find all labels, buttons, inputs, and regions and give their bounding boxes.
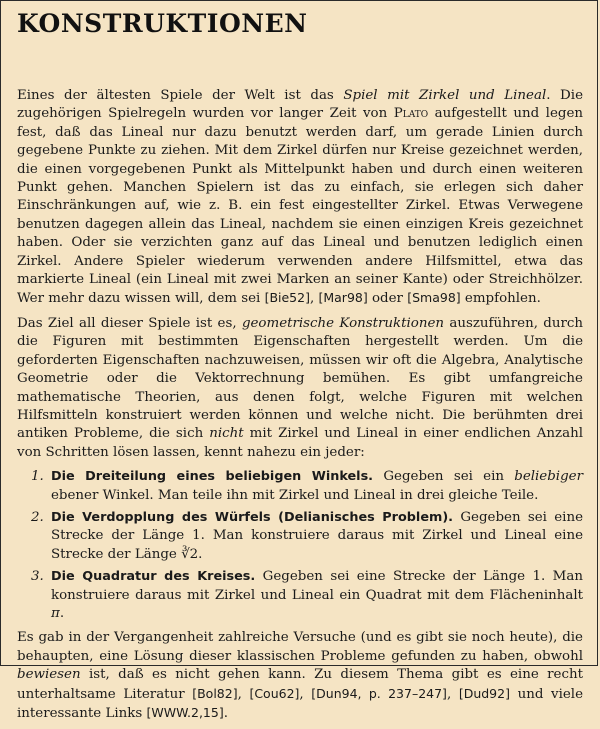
item-number: 2. xyxy=(31,509,44,525)
text: mit Zirkel und Lineal in einer endlichen Anzahl von Schritten lösen lassen, kennt nahezu ein jeder: xyxy=(17,426,583,460)
citation: [Bol82] xyxy=(192,685,238,701)
text: , xyxy=(446,686,459,702)
text: Gegeben sei eine Strecke der Länge 1. Man konstruiere daraus mit Zirkel und Lineal eine Strecke der Länge xyxy=(51,509,584,562)
text: . xyxy=(198,546,203,562)
text: Das Ziel all dieser Spiele ist es, xyxy=(17,315,242,331)
text: , xyxy=(299,686,312,702)
item-number: 3. xyxy=(31,569,44,585)
problem-list xyxy=(17,468,583,623)
citation: [Cou62] xyxy=(249,685,300,701)
paragraph-goal xyxy=(17,315,583,462)
main-text xyxy=(17,87,583,729)
list-item xyxy=(31,568,583,623)
list-item xyxy=(31,468,583,505)
text: oder xyxy=(367,291,408,307)
paragraph-literature xyxy=(17,629,583,723)
text: . xyxy=(223,706,228,721)
emphasis: Spiel mit Zirkel und Lineal xyxy=(343,88,547,103)
text: . xyxy=(59,605,65,621)
emphasis: beliebiger xyxy=(514,469,583,485)
text: Eines der ältesten Spiele der Welt ist das xyxy=(17,88,344,103)
citation: [Dud92] xyxy=(458,685,510,701)
problem-heading: Die Dreiteilung eines beliebigen Winkels. xyxy=(51,469,374,485)
problem-heading: Die Quadratur des Kreises. xyxy=(51,569,256,585)
text: , xyxy=(237,686,250,702)
problem-heading: Die Verdopplung des Würfels (Delianisches Problem). xyxy=(51,509,454,525)
text: empfohlen. xyxy=(460,291,541,307)
citation: [Dun94, p. 237–247] xyxy=(311,685,447,701)
text: Es gab in der Vergangenheit zahlreiche Versuche (und es gibt sie noch heute), die behaupten, eine Lösung dieser klassischen Probleme gefunden zu haben, obwohl xyxy=(17,630,583,664)
emphasis: geometrische Konstruktionen xyxy=(241,315,445,331)
citation: [Sma98] xyxy=(407,290,461,306)
text: . Die zugehörigen Spielregeln wurden vor langer Zeit von xyxy=(17,88,583,122)
text: , xyxy=(309,291,319,307)
emphasis: bewiesen xyxy=(17,667,81,683)
math-expression: π xyxy=(51,605,60,621)
list-item xyxy=(31,509,584,564)
text: ist, daß es nicht gehen kann. Zu diesem Thema gibt es eine recht unterhaltsame Literatur xyxy=(17,667,583,702)
text: auszuführen, durch die Figuren mit bestimmten Eigenschaften hergestellt werden. Um die geforderten Eigenschaften nachzuweisen, müssen wir oft die Algebra, Analytische Geometrie oder die Vektorrechnung bemühen. Es gibt umfangreiche mathematische Theorien, aus denen folgt, welche Figuren mit welchen Hilfsmitteln konstruiert werden können und welche nicht. Die berühmten drei antiken Probleme, die sich xyxy=(17,315,583,442)
text: Gegeben sei ein xyxy=(373,469,515,485)
text: Gegeben sei eine Strecke der Länge 1. Man konstruiere daraus mit Zirkel und Lineal ein Quadrat mit dem Flächeninhalt xyxy=(51,569,583,603)
citation: [Mar98] xyxy=(318,290,368,306)
text: ebener Winkel. Man teile ihn mit Zirkel und Lineal in drei gleiche Teile. xyxy=(51,487,539,503)
math-expression: ∛2 xyxy=(181,546,199,562)
item-number: 1. xyxy=(31,469,44,485)
text: und viele interessante Links xyxy=(17,686,583,721)
citation: [Bie52] xyxy=(264,290,310,306)
paragraph-intro xyxy=(17,87,583,309)
page-title: KONSTRUKTIONEN xyxy=(17,9,308,38)
link-reference: [WWW.2,15] xyxy=(146,705,224,720)
emphasis: nicht xyxy=(209,426,244,442)
text: aufgestellt und legen fest, daß das Lineal nur dazu benutzt werden darf, um gerade Linien durch gegebene Punkte zu ziehen. Mit dem Zirkel dürfen nur Kreise gezeichnet werden, die einen vorgegebenen Punkt als Mittelpunkt haben und durch einen weiteren Punkt gehen. Manchen Spielern ist das zu einfach, sie erlegen sich daher Einschränkungen auf, wie z. B. ein fest eingestellter Zirkel. Etwas Verwegene benutzen dagegen allein das Lineal, nachdem sie einen einzigen Kreis gezeichnet haben. Oder sie verzichten ganz auf das Lineal und benutzen lediglich einen Zirkel. Andere Spieler wiederum verwenden andere Hilfsmittel, etwa das markierte Lineal (ein Lineal mit zwei Marken an seiner Kante) oder Streichhölzer. Wer mehr dazu wissen will, dem sei xyxy=(17,106,583,307)
author-name: Plato xyxy=(393,106,429,122)
